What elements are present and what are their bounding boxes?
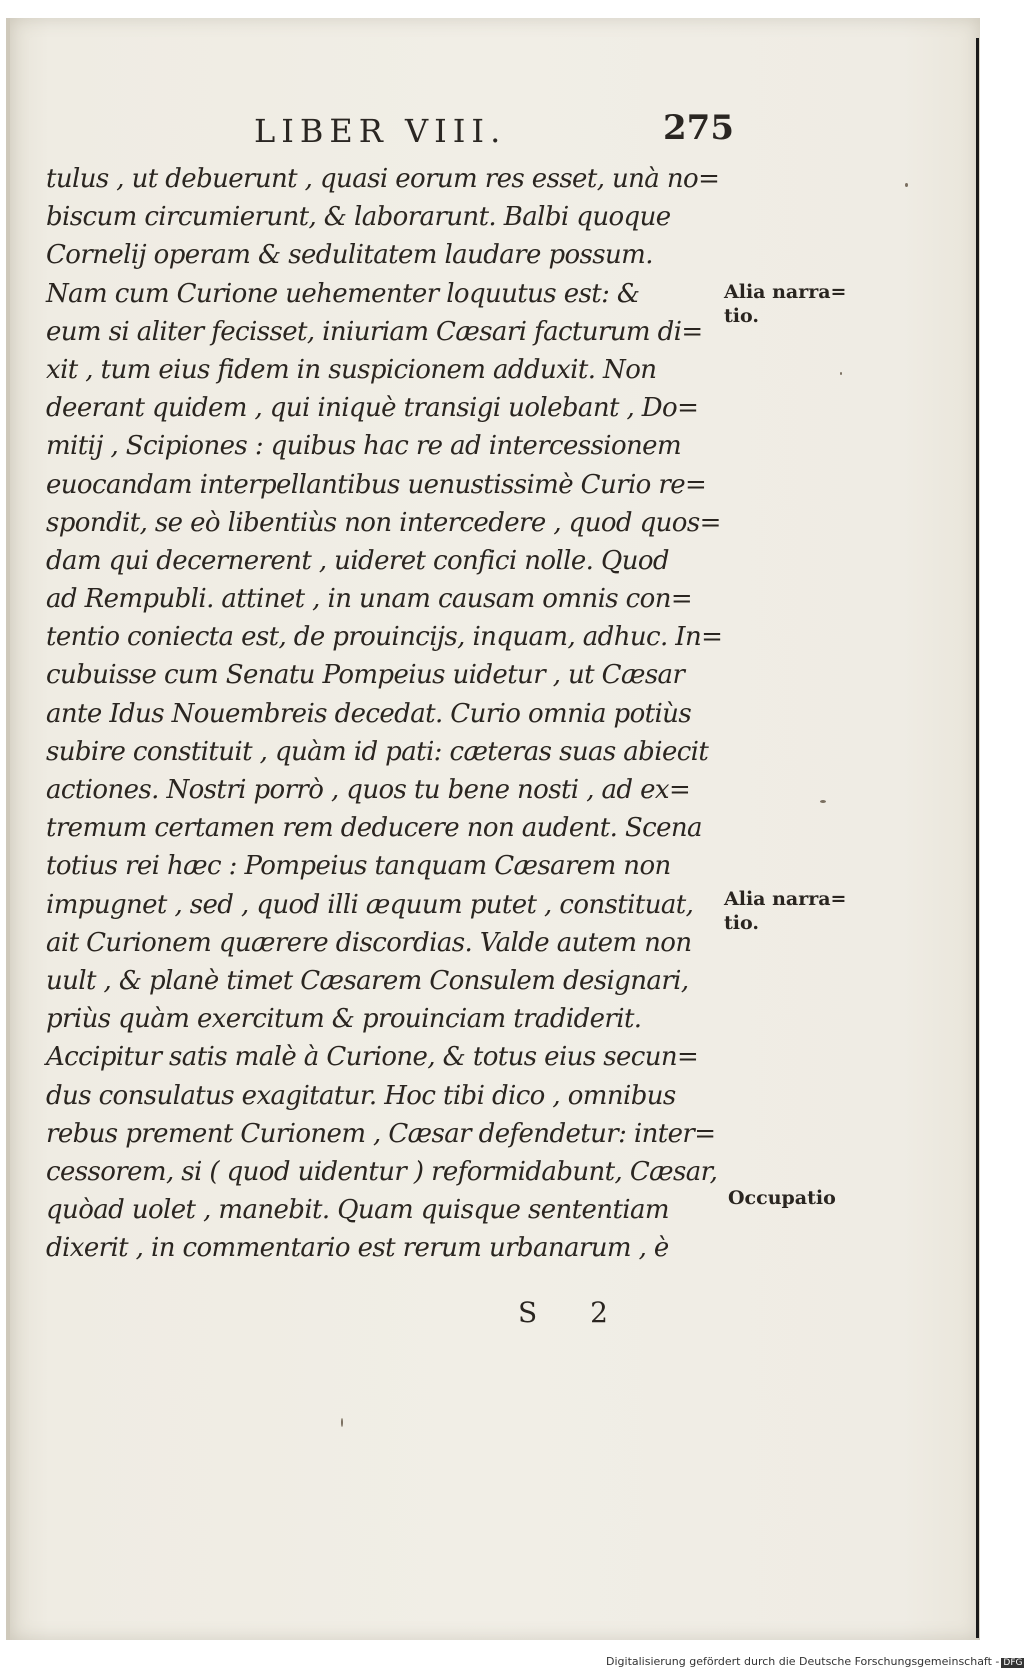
marginal-note (728, 1186, 868, 1210)
signature-mark: S 2 (518, 1296, 630, 1329)
main-text-block (46, 160, 726, 1267)
text-line: xit , tum eius fidem in suspicionem adduxit. Non (46, 354, 657, 385)
text-line: Cornelij operam & sedulitatem laudare possum. (46, 240, 653, 271)
text-line: ad Rempubli. attinet , in unam causam omnis con= (46, 584, 693, 615)
marginal-note-line: Alia narra= (724, 888, 847, 910)
text-line: dam qui decernerent , uideret confici nolle. Quod (46, 545, 669, 576)
text-line: deerant quidem , qui iniquè transigi uolebant , Do= (46, 393, 699, 424)
text-line: quòad uolet , manebit. Quam quisque sententiam (46, 1195, 669, 1226)
paper-speck (905, 183, 908, 187)
text-line: Accipitur satis malè à Curione, & totus eius secun= (46, 1042, 699, 1073)
text-line: biscum circumierunt, & laborarunt. Balbi quoque (46, 202, 671, 233)
page-edge (976, 38, 979, 1638)
text-line: euocandam interpellantibus uenustissimè Curio re= (46, 469, 707, 500)
text-line: tremum certamen rem deducere non audent. Scena (46, 813, 702, 844)
text-line: tulus , ut debuerunt , quasi eorum res esset, unà no= (46, 164, 720, 194)
paper-speck (840, 372, 842, 375)
paper-speck (820, 800, 826, 803)
digitization-credit (606, 1655, 1024, 1668)
text-line: ante Idus Nouembreis decedat. Curio omnia potiùs (46, 698, 692, 729)
paper-speck (341, 1418, 343, 1427)
marginal-note-line: tio. (724, 912, 759, 934)
text-line: eum si aliter fecisset, iniuriam Cæsari facturum di= (46, 316, 703, 347)
text-line: dus consulatus exagitatur. Hoc tibi dico , omnibus (46, 1080, 676, 1111)
text-line: ait Curionem quærere discordias. Valde autem non (46, 927, 692, 958)
text-line: cubuisse cum Senatu Pompeius uidetur , ut Cæsar (46, 660, 685, 691)
text-line: cessorem, si ( quod uidentur ) reformidabunt, Cæsar, (46, 1156, 718, 1187)
text-line: spondit, se eò libentiùs non intercedere , quod quos= (46, 507, 721, 538)
text-line: Nam cum Curione uehementer loquutus est: & (46, 278, 640, 309)
marginal-note-line: tio. (724, 305, 759, 327)
text-line: priùs quàm exercitum & prouinciam tradiderit. (46, 1004, 642, 1035)
running-head (0, 108, 970, 162)
credit-text: Digitalisierung gefördert durch die Deutsche Forschungsgemeinschaft - (606, 1655, 1000, 1668)
text-line: subire constituit , quàm id pati: cæteras suas abiecit (46, 736, 709, 767)
dfg-logo: DFG (1003, 1658, 1023, 1668)
text-line: tentio coniecta est, de prouincijs, inquam, adhuc. In= (46, 622, 723, 653)
text-line: rebus prement Curionem , Cæsar defendetur: inter= (46, 1118, 716, 1149)
header-title: LIBER VIII. (254, 112, 507, 150)
text-line: impugnet , sed , quod illi æquum putet , constituat, (46, 889, 694, 920)
marginal-note (724, 280, 864, 328)
text-line: totius rei hæc : Pompeius tanquam Cæsarem non (46, 851, 671, 882)
marginal-note (724, 887, 864, 935)
text-line: actiones. Nostri porrò , quos tu bene nosti , ad ex= (46, 775, 691, 805)
text-line: mitij , Scipiones : quibus hac re ad intercessionem (46, 431, 682, 462)
text-line: uult , & planè timet Cæsarem Consulem designari, (46, 965, 689, 996)
text-line: dixerit , in commentario est rerum urbanarum , è (46, 1233, 669, 1264)
marginal-note-line: Alia narra= (724, 281, 847, 303)
page-number: 275 (663, 108, 734, 148)
marginal-note-line: Occupatio (728, 1187, 836, 1209)
